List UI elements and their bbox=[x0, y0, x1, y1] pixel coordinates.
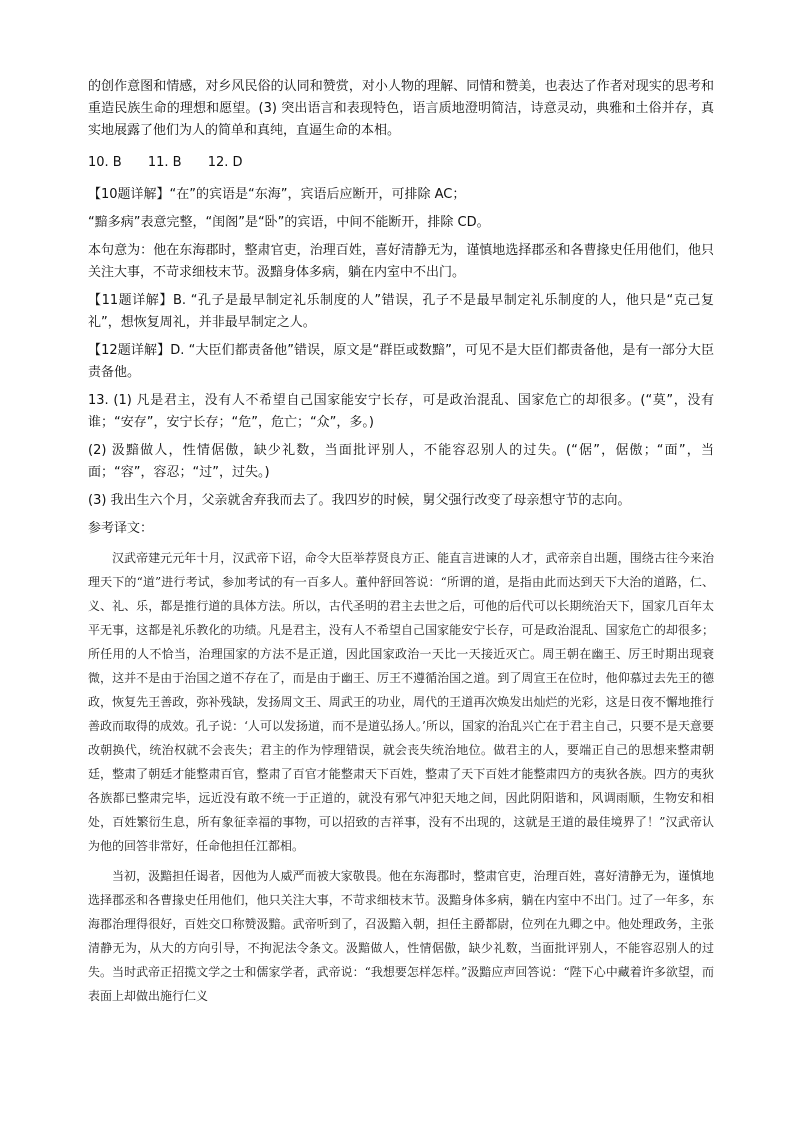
q10-explanation-line2: “黯多病”表意完整，“闺阁”是“卧”的宾语，中间不能断开，排除 CD。 bbox=[88, 215, 490, 230]
q13-answer-1: 13. (1) 凡是君主，没有人不希望自己国家能安宁长存，可是政治混乱、国家危亡的却很多。(“莫”，没有谁；“安存”，安宁长存；“危”，危亡；“众”，多。) bbox=[88, 393, 714, 430]
translation-paragraph-2: 当初，汲黯担任谒者，因他为人威严而被大家敬畏。他在东海郡时，整肃官吏，治理百姓，喜好清静无为，谨慎地选择郡丞和各曹掾史任用他们，他只关注大事，不苛求细枝末节。汲黯身体多病，躺在内室中不出门。过了一年多，东海郡治理得很好，百姓交口称赞汲黯。武帝听到了，召汲黯入朝，担任主爵都尉，位列在九卿之中。他处理政务，主张清静无为，从大的方向引导，不拘泥法令条文。汲黯做人，性情倨傲，缺少礼数，当面批评别人，不能容忍别人的过失。当时武帝正招揽文学之士和儒家学者，武帝说：“我想要怎样怎样。”汲黯应声回答说：“陛下心中藏着许多欲望，而表面上却做出施行仁义 bbox=[88, 869, 714, 1003]
translation-paragraph-1: 汉武帝建元元年十月，汉武帝下诏，命令大臣举荐贤良方正、能直言进谏的人才，武帝亲自出题，围绕古往今来治理天下的“道”进行考试，参加考试的有一百多人。董仲舒回答说：“所谓的道，是指由此而达到天下大治的道路，仁、义、礼、乐，都是推行道的具体方法。所以，古代圣明的君主去世之后，可他的后代可以长期统治天下，国家几百年太平无事，这都是礼乐教化的功绩。凡是君主，没有人不希望自己国家能安宁长存，可是政治混乱、国家危亡的却很多；所任用的人不恰当，治理国家的方法不是正道，因此国家政治一天比一天接近灭亡。周王朝在幽王、厉王时期出现衰微，这并不是由于治国之道不存在了，而是由于幽王、厉王不遵循治国之道。到了周宣王在位时，他仰慕过去先王的德政，恢复先王善政，弥补残缺，发扬周文王、周武王的功业，周代的王道再次焕发出灿烂的光彩，这是日夜不懈地推行善政而取得的成效。孔子说：‘人可以发扬道，而不是道弘扬人。’所以，国家的治乱兴亡在于君主自己，只要不是天意要改朝换代，统治权就不会丧失；君主的作为悖理错误，就会丧失统治地位。做君主的人，要端正自己的思想来整肃朝廷，整肃了朝廷才能整肃百官，整肃了百官才能整肃天下百姓，整肃了天下百姓才能整肃四方的夷狄各族。四方的夷狄各族都已整肃完毕，远近没有敢不统一于正道的，就没有邪气冲犯天地之间，因此阴阳谐和，风调雨顺，生物安和相处，百姓繁衍生息，所有象征幸福的事物，可以招致的吉祥事，没有不出现的，这就是王道的最佳境界了！”汉武帝认为他的回答非常好，任命他担任江都相。 bbox=[88, 551, 714, 853]
q11-explanation: 【11题详解】B. “孔子是最早制定礼乐制度的人”错误，孔子不是最早制定礼乐制度的人，他只是“克己复礼”，想恢复周礼，并非最早制定之人。 bbox=[88, 293, 714, 330]
q13-answer-3: (3) 我出生六个月，父亲就舍弃我而去了。我四岁的时候，舅父强行改变了母亲想守节的志向。 bbox=[88, 493, 631, 508]
intro-paragraph: 的创作意图和情感，对乡风民俗的认同和赞赏，对小人物的理解、同情和赞美，也表达了作者对现实的思考和重造民族生命的理想和愿望。(3) 突出语言和表现特色，语言质地澄明简洁，诗意灵动，典雅和土俗并存，真实地展露了他们为人的简单和真纯，直逼生命的本相。 bbox=[88, 79, 714, 138]
answer-key bbox=[88, 152, 714, 174]
document-page bbox=[88, 76, 714, 1008]
reference-translation-title: 参考译文： bbox=[88, 521, 154, 536]
q12-explanation: 【12题详解】D. “大臣们都责备他”错误，原文是“群臣或数黯”，可见不是大臣们都责备他，是有一部分大臣责备他。 bbox=[88, 343, 714, 380]
answer-12: 12. D bbox=[207, 155, 243, 170]
q13-answer-2: (2) 汲黯做人，性情倨傲，缺少礼数，当面批评别人，不能容忍别人的过失。(“倨”，倨傲；“面”，当面；“容”，容忍；“过”，过失。) bbox=[88, 443, 714, 480]
q10-sentence-meaning: 本句意为：他在东海郡时，整肃官吏，治理百姓，喜好清静无为，谨慎地选择郡丞和各曹掾史任用他们，他只关注大事，不苛求细枝末节。汲黯身体多病，躺在内室中不出门。 bbox=[88, 243, 714, 280]
answer-11: 11. B bbox=[147, 155, 182, 170]
q10-explanation-line1: 【10题详解】“在”的宾语是“东海”，宾语后应断开，可排除 AC； bbox=[88, 187, 466, 202]
answer-10: 10. B bbox=[88, 155, 122, 170]
